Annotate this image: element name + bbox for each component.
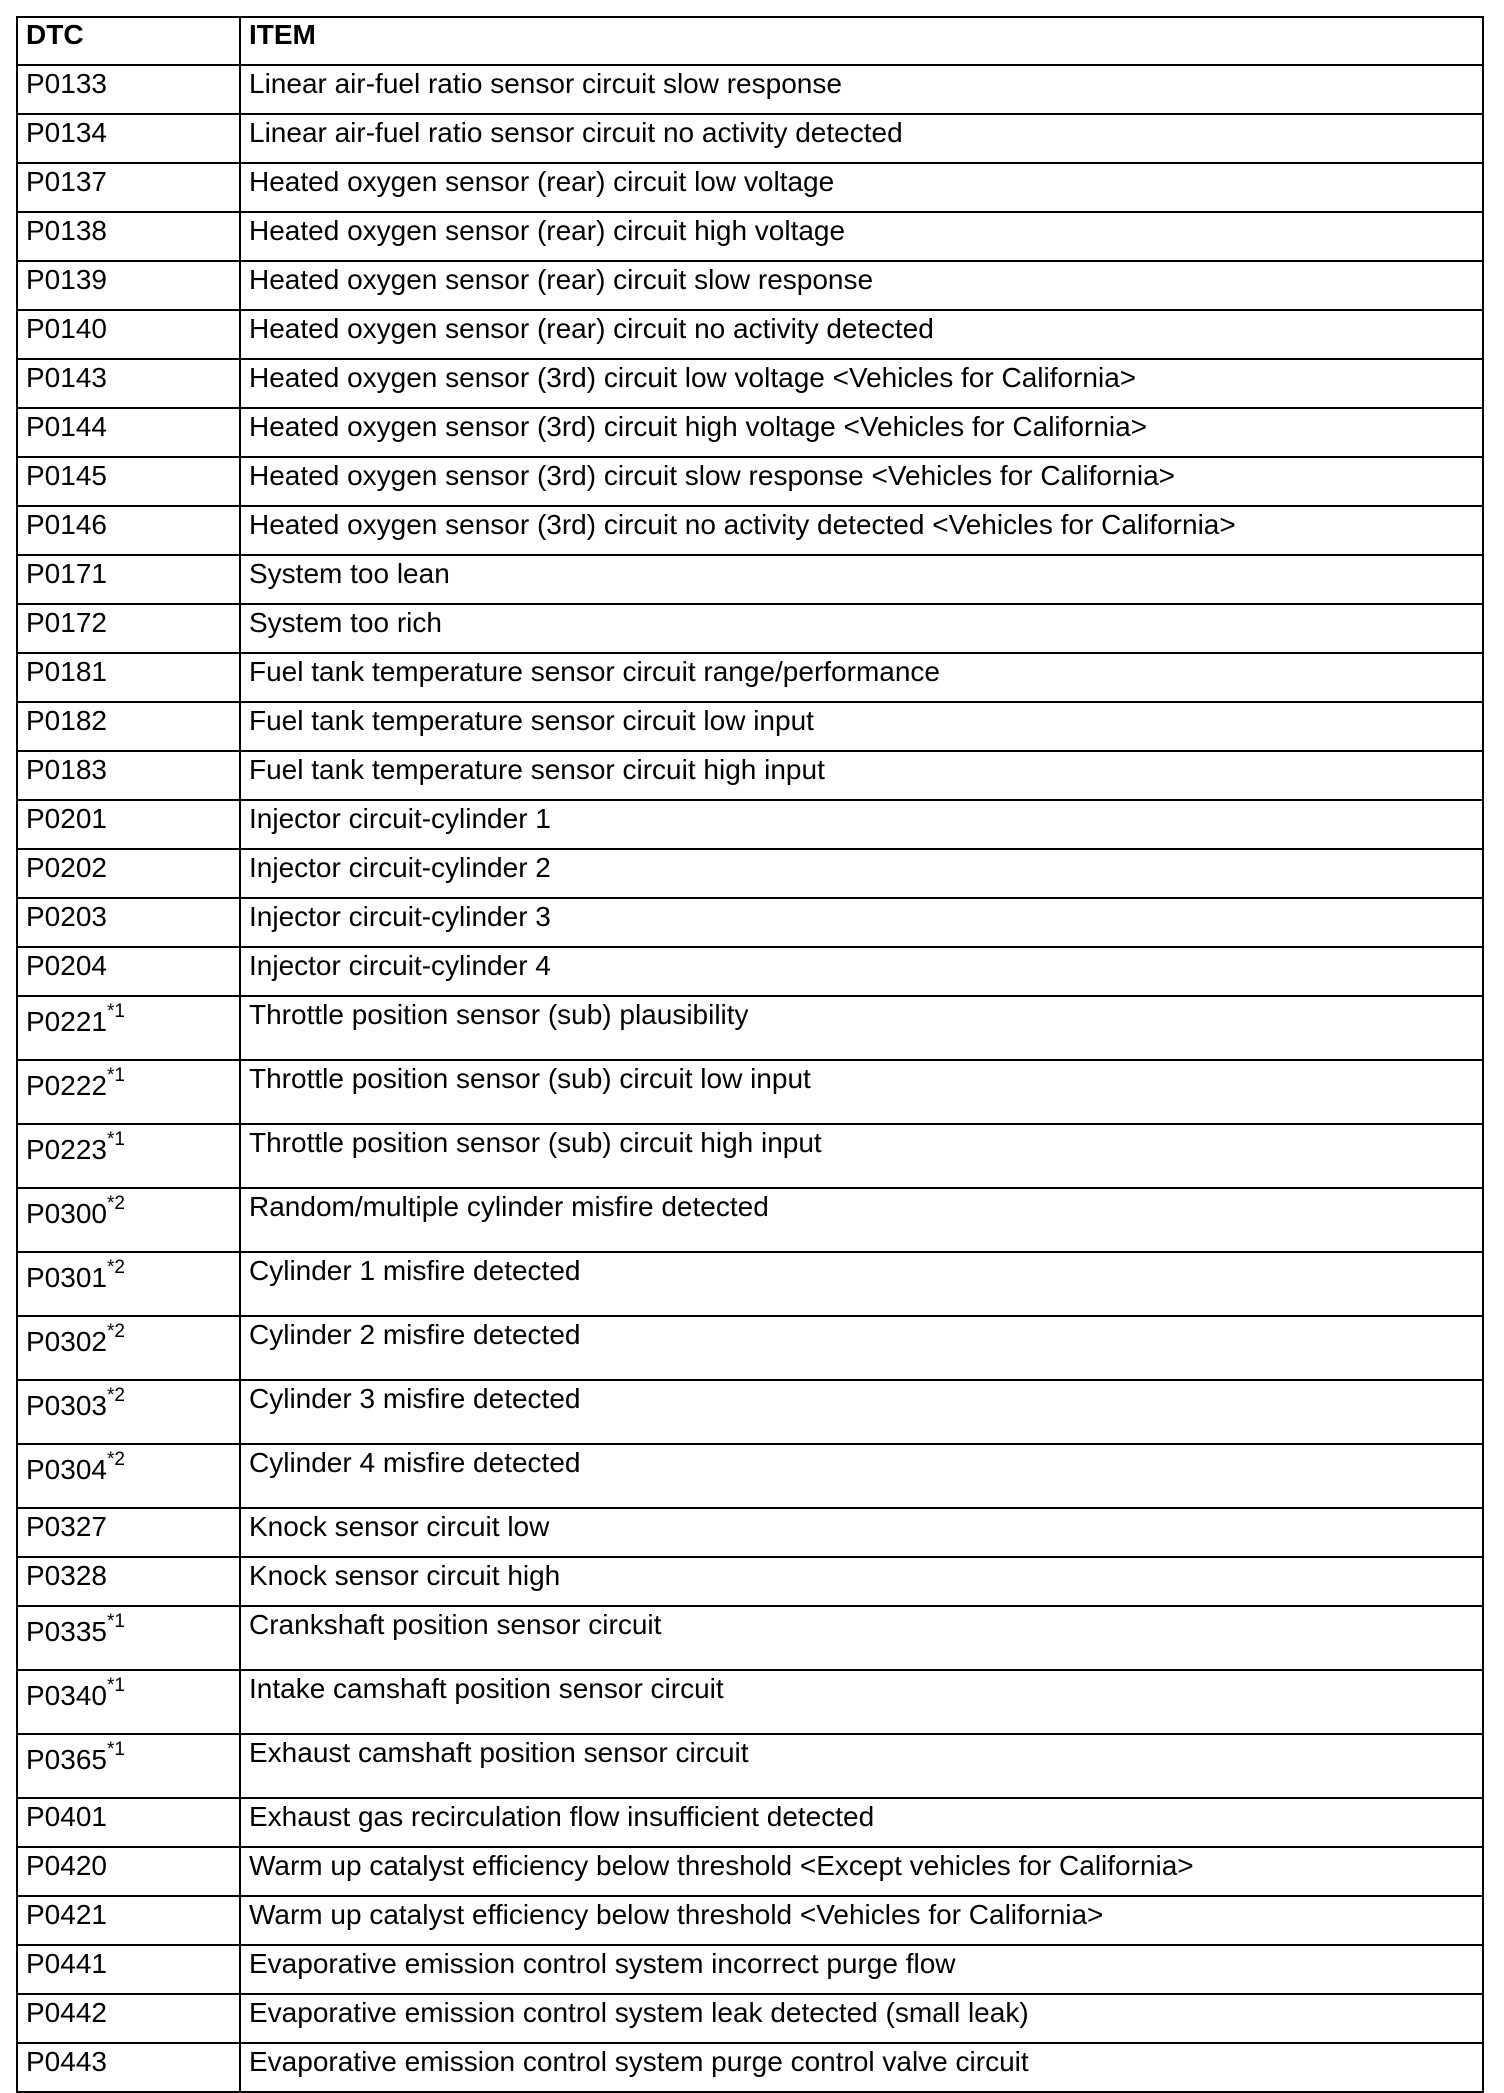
table-row (17, 114, 1483, 163)
dtc-code: P0221 (26, 1006, 107, 1037)
table-body (17, 65, 1483, 2092)
dtc-code: P0420 (26, 1850, 107, 1881)
dtc-code-cell (17, 506, 240, 555)
table-row (17, 1847, 1483, 1896)
table-row (17, 1188, 1483, 1252)
dtc-code-cell (17, 114, 240, 163)
dtc-item-cell: Intake camshaft position sensor circuit (240, 1670, 1483, 1734)
dtc-item-cell: Throttle position sensor (sub) circuit low input (240, 1060, 1483, 1124)
dtc-code-cell (17, 898, 240, 947)
dtc-item-cell: Cylinder 4 misfire detected (240, 1444, 1483, 1508)
dtc-code: P0441 (26, 1948, 107, 1979)
dtc-code: P0182 (26, 705, 107, 736)
dtc-code: P0133 (26, 68, 107, 99)
dtc-item-cell: Cylinder 3 misfire detected (240, 1380, 1483, 1444)
table-row (17, 653, 1483, 702)
table-row (17, 1124, 1483, 1188)
dtc-item-cell: Warm up catalyst efficiency below threshold <Except vehicles for California> (240, 1847, 1483, 1896)
dtc-code: P0201 (26, 803, 107, 834)
dtc-code: P0327 (26, 1511, 107, 1542)
table-row (17, 849, 1483, 898)
dtc-item-cell: Cylinder 1 misfire detected (240, 1252, 1483, 1316)
dtc-code: P0421 (26, 1899, 107, 1930)
table-row (17, 1606, 1483, 1670)
dtc-code-cell (17, 1444, 240, 1508)
dtc-item-cell: Heated oxygen sensor (rear) circuit high voltage (240, 212, 1483, 261)
dtc-code: P0301 (26, 1262, 107, 1293)
dtc-code: P0172 (26, 607, 107, 638)
dtc-item-cell: Injector circuit-cylinder 1 (240, 800, 1483, 849)
dtc-code-cell (17, 800, 240, 849)
dtc-code-cell (17, 261, 240, 310)
dtc-code-cell (17, 1994, 240, 2043)
dtc-code-cell (17, 1670, 240, 1734)
table-row (17, 2043, 1483, 2092)
dtc-item-cell: Heated oxygen sensor (3rd) circuit no activity detected <Vehicles for California> (240, 506, 1483, 555)
dtc-item-cell: Throttle position sensor (sub) plausibility (240, 996, 1483, 1060)
table-row (17, 359, 1483, 408)
dtc-item-cell: Heated oxygen sensor (3rd) circuit low voltage <Vehicles for California> (240, 359, 1483, 408)
table-row (17, 457, 1483, 506)
dtc-code-cell (17, 1316, 240, 1380)
dtc-footnote-marker: *2 (106, 1448, 125, 1470)
dtc-code-cell (17, 65, 240, 114)
dtc-item-cell: Evaporative emission control system incorrect purge flow (240, 1945, 1483, 1994)
table-row (17, 1557, 1483, 1606)
dtc-code: P0365 (26, 1744, 107, 1775)
dtc-code-cell (17, 653, 240, 702)
dtc-code-cell (17, 163, 240, 212)
dtc-item-cell: Exhaust camshaft position sensor circuit (240, 1734, 1483, 1798)
table-row (17, 898, 1483, 947)
dtc-item-cell: Throttle position sensor (sub) circuit high input (240, 1124, 1483, 1188)
dtc-code: P0303 (26, 1390, 107, 1421)
table-row (17, 212, 1483, 261)
dtc-code-cell (17, 1734, 240, 1798)
table-row (17, 996, 1483, 1060)
table-row (17, 800, 1483, 849)
dtc-item-cell: Exhaust gas recirculation flow insufficient detected (240, 1798, 1483, 1847)
dtc-code-cell (17, 1188, 240, 1252)
dtc-code-cell (17, 849, 240, 898)
dtc-footnote-marker: *1 (106, 1000, 125, 1022)
dtc-item-cell: Injector circuit-cylinder 3 (240, 898, 1483, 947)
dtc-code-cell (17, 751, 240, 800)
dtc-item-cell: Heated oxygen sensor (rear) circuit slow response (240, 261, 1483, 310)
dtc-item-cell: Warm up catalyst efficiency below threshold <Vehicles for California> (240, 1896, 1483, 1945)
dtc-code: P0146 (26, 509, 107, 540)
dtc-code-cell (17, 359, 240, 408)
dtc-code: P0171 (26, 558, 107, 589)
table-header (17, 17, 1483, 65)
dtc-code: P0134 (26, 117, 107, 148)
dtc-item-cell: Evaporative emission control system purge control valve circuit (240, 2043, 1483, 2092)
dtc-code-cell (17, 1896, 240, 1945)
table-row (17, 1670, 1483, 1734)
dtc-code: P0443 (26, 2046, 107, 2077)
dtc-code-cell (17, 604, 240, 653)
dtc-item-cell: Heated oxygen sensor (3rd) circuit slow response <Vehicles for California> (240, 457, 1483, 506)
table-row (17, 1060, 1483, 1124)
dtc-code: P0340 (26, 1680, 107, 1711)
table-row (17, 506, 1483, 555)
dtc-item-cell: Crankshaft position sensor circuit (240, 1606, 1483, 1670)
header-dtc: DTC (17, 17, 240, 65)
dtc-code-cell (17, 1380, 240, 1444)
dtc-code: P0144 (26, 411, 107, 442)
table-row (17, 702, 1483, 751)
dtc-code: P0203 (26, 901, 107, 932)
dtc-item-cell: System too rich (240, 604, 1483, 653)
header-item: ITEM (240, 17, 1483, 65)
dtc-item-cell: Heated oxygen sensor (rear) circuit low voltage (240, 163, 1483, 212)
dtc-footnote-marker: *1 (106, 1128, 125, 1150)
dtc-table (16, 16, 1484, 2093)
table-row (17, 555, 1483, 604)
table-row (17, 1734, 1483, 1798)
dtc-code-cell (17, 1060, 240, 1124)
table-row (17, 947, 1483, 996)
dtc-footnote-marker: *1 (106, 1064, 125, 1086)
table-row (17, 1316, 1483, 1380)
dtc-code: P0138 (26, 215, 107, 246)
dtc-footnote-marker: *1 (106, 1738, 125, 1760)
dtc-code-cell (17, 1124, 240, 1188)
dtc-code-cell (17, 1847, 240, 1896)
dtc-item-cell: Injector circuit-cylinder 2 (240, 849, 1483, 898)
dtc-code-cell (17, 457, 240, 506)
dtc-code-cell (17, 1798, 240, 1847)
dtc-code: P0202 (26, 852, 107, 883)
table-row (17, 1896, 1483, 1945)
dtc-code: P0304 (26, 1454, 107, 1485)
dtc-code-cell (17, 702, 240, 751)
dtc-code-cell (17, 555, 240, 604)
dtc-code: P0223 (26, 1134, 107, 1165)
dtc-footnote-marker: *1 (106, 1610, 125, 1632)
dtc-item-cell: Fuel tank temperature sensor circuit range/performance (240, 653, 1483, 702)
dtc-code: P0401 (26, 1801, 107, 1832)
table-row (17, 310, 1483, 359)
table-row (17, 1994, 1483, 2043)
table-row (17, 1508, 1483, 1557)
dtc-code: P0140 (26, 313, 107, 344)
dtc-code: P0145 (26, 460, 107, 491)
dtc-code: P0181 (26, 656, 107, 687)
dtc-item-cell: Random/multiple cylinder misfire detected (240, 1188, 1483, 1252)
dtc-code: P0139 (26, 264, 107, 295)
dtc-code: P0328 (26, 1560, 107, 1591)
dtc-item-cell: Heated oxygen sensor (3rd) circuit high voltage <Vehicles for California> (240, 408, 1483, 457)
dtc-code-cell (17, 1945, 240, 1994)
dtc-footnote-marker: *1 (106, 1674, 125, 1696)
dtc-code-cell (17, 1606, 240, 1670)
dtc-item-cell: Evaporative emission control system leak detected (small leak) (240, 1994, 1483, 2043)
dtc-code: P0222 (26, 1070, 107, 1101)
dtc-code: P0143 (26, 362, 107, 393)
dtc-item-cell: Cylinder 2 misfire detected (240, 1316, 1483, 1380)
table-row (17, 604, 1483, 653)
table-row (17, 1444, 1483, 1508)
dtc-code-cell (17, 212, 240, 261)
dtc-code: P0442 (26, 1997, 107, 2028)
dtc-code: P0204 (26, 950, 107, 981)
dtc-footnote-marker: *2 (106, 1320, 125, 1342)
table-row (17, 1945, 1483, 1994)
dtc-code: P0300 (26, 1198, 107, 1229)
dtc-code-cell (17, 947, 240, 996)
table-row (17, 751, 1483, 800)
dtc-code-cell (17, 2043, 240, 2092)
table-row (17, 1252, 1483, 1316)
dtc-item-cell: System too lean (240, 555, 1483, 604)
dtc-item-cell: Knock sensor circuit low (240, 1508, 1483, 1557)
dtc-code-cell (17, 1557, 240, 1606)
dtc-footnote-marker: *2 (106, 1256, 125, 1278)
table-row (17, 261, 1483, 310)
dtc-footnote-marker: *2 (106, 1384, 125, 1406)
dtc-code-cell (17, 310, 240, 359)
table-row (17, 163, 1483, 212)
dtc-item-cell: Linear air-fuel ratio sensor circuit no activity detected (240, 114, 1483, 163)
dtc-item-cell: Linear air-fuel ratio sensor circuit slow response (240, 65, 1483, 114)
dtc-item-cell: Fuel tank temperature sensor circuit low input (240, 702, 1483, 751)
dtc-code: P0335 (26, 1616, 107, 1647)
table-row (17, 1798, 1483, 1847)
dtc-footnote-marker: *2 (106, 1192, 125, 1214)
dtc-item-cell: Heated oxygen sensor (rear) circuit no activity detected (240, 310, 1483, 359)
dtc-code-cell (17, 996, 240, 1060)
table-row (17, 408, 1483, 457)
dtc-code: P0183 (26, 754, 107, 785)
dtc-item-cell: Fuel tank temperature sensor circuit high input (240, 751, 1483, 800)
dtc-code: P0302 (26, 1326, 107, 1357)
header-row (17, 17, 1483, 65)
dtc-code-cell (17, 1508, 240, 1557)
table-row (17, 1380, 1483, 1444)
dtc-item-cell: Knock sensor circuit high (240, 1557, 1483, 1606)
dtc-code: P0137 (26, 166, 107, 197)
dtc-code-cell (17, 408, 240, 457)
table-row (17, 65, 1483, 114)
dtc-item-cell: Injector circuit-cylinder 4 (240, 947, 1483, 996)
dtc-code-cell (17, 1252, 240, 1316)
